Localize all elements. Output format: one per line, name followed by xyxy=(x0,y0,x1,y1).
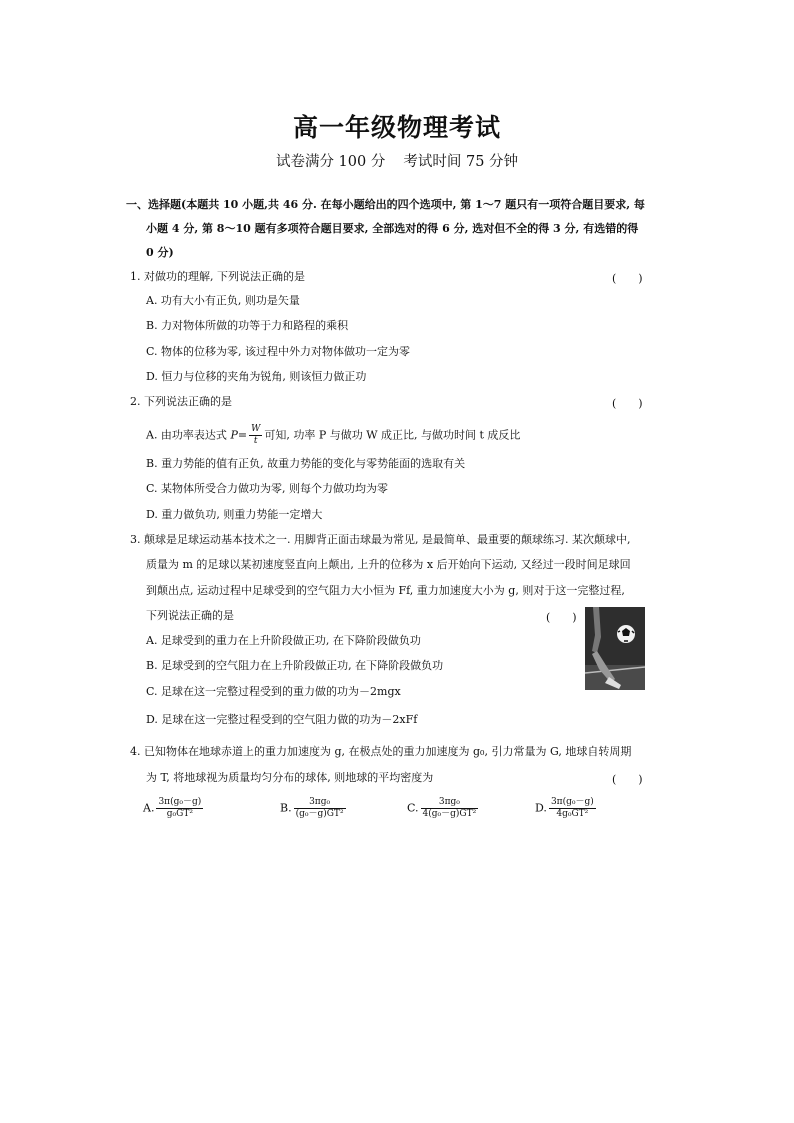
q1-option-b: B. 力对物体所做的功等于力和路程的乘积 xyxy=(146,319,349,332)
page-subtitle xyxy=(0,150,794,171)
q1-stem: 1. 对做功的理解, 下列说法正确的是 xyxy=(130,270,305,283)
q4-b-label: B. xyxy=(280,801,292,815)
q3-option-d: D. 足球在这一完整过程受到的空气阻力做的功为－2xFf xyxy=(146,713,418,726)
q4-a-numerator: 3π(g₀－g) xyxy=(158,797,202,807)
q2-option-b: B. 重力势能的值有正负, 故重力势能的变化与零势能面的选取有关 xyxy=(146,457,466,470)
section-line-1: 一、选择题(本题共 10 小题,共 46 分. 在每小题给出的四个选项中, 第 1～7 题只有一项符合题目要求, 每 xyxy=(126,198,645,211)
q4-option-c xyxy=(407,797,480,820)
section-line-2: 小题 4 分, 第 8～10 题有多项符合题目要求, 全部选对的得 6 分, 选对但不全的得 3 分, 有选错的得 xyxy=(146,222,639,235)
q1-option-d: D. 恒力与位移的夹角为锐角, 则该恒力做正功 xyxy=(146,370,367,383)
section-line-3: 0 分) xyxy=(146,246,174,259)
q4-d-numerator: 3π(g₀－g) xyxy=(550,797,594,807)
q1-answer-paren: ( ) xyxy=(612,272,643,285)
q3-line-3: 到颠出点, 运动过程中足球受到的空气阻力大小恒为 Ff, 重力加速度大小为 g, 则对于这一完整过程, xyxy=(146,584,625,597)
q4-option-d xyxy=(535,797,598,820)
q4-answer-paren: ( ) xyxy=(612,773,643,786)
q2-stem: 2. 下列说法正确的是 xyxy=(130,395,232,408)
q3-option-b: B. 足球受到的空气阻力在上升阶段做正功, 在下降阶段做负功 xyxy=(146,659,444,672)
q4-d-label: D. xyxy=(535,801,547,815)
soccer-ball-photo xyxy=(585,607,645,690)
q4-c-fraction xyxy=(421,797,479,820)
q4-d-fraction xyxy=(549,797,596,820)
q3-line-1: 3. 颠球是足球运动基本技术之一. 用脚背正面击球最为常见, 是最简单、最重要的颠球练习. 某次颠球中, xyxy=(130,533,631,546)
q4-c-numerator: 3πg₀ xyxy=(421,797,479,809)
q4-line-2: 为 T, 将地球视为质量均匀分布的球体, 则地球的平均密度为 xyxy=(146,771,434,784)
q4-b-numerator: 3πg₀ xyxy=(294,797,346,809)
q2-a-numerator: W xyxy=(251,424,261,434)
q4-line-1: 4. 已知物体在地球赤道上的重力加速度为 g, 在极点处的重力加速度为 g₀, 引力常量为 G, 地球自转周期 xyxy=(130,745,632,758)
score-info: 试卷满分 100 分 xyxy=(275,154,386,170)
q3-answer-paren: ( ) xyxy=(546,611,577,624)
q2-a-p: P xyxy=(230,428,238,442)
q2-option-a xyxy=(146,424,520,447)
q2-option-d: D. 重力做负功, 则重力势能一定增大 xyxy=(146,508,323,521)
q2-a-prefix: A. 由功率表达式 xyxy=(146,428,231,442)
q4-a-fraction xyxy=(156,797,203,820)
q3-line-4: 下列说法正确的是 xyxy=(146,609,234,622)
q2-a-eq: = xyxy=(237,428,248,442)
q3-option-c: C. 足球在这一完整过程受到的重力做的功为－2mgx xyxy=(146,685,401,698)
q2-a-suffix: 可知, 功率 P 与做功 W 成正比, 与做功时间 t 成反比 xyxy=(264,428,521,442)
q4-b-fraction xyxy=(294,797,346,820)
q4-a-label: A. xyxy=(143,801,155,815)
q4-d-denominator: 4g₀GT² xyxy=(556,809,589,819)
q2-option-c: C. 某物体所受合力做功为零, 则每个力做功均为零 xyxy=(146,482,389,495)
q4-b-denominator: (g₀－g)GT² xyxy=(295,809,344,819)
q2-answer-paren: ( ) xyxy=(612,397,643,410)
q4-c-denominator: 4(g₀－g)GT² xyxy=(422,809,477,819)
q4-option-a xyxy=(143,797,205,820)
q3-line-2: 质量为 m 的足球以某初速度竖直向上颠出, 上升的位移为 x 后开始向下运动, 又经过一段时间足球回 xyxy=(146,558,631,571)
q1-option-a: A. 功有大小有正负, 则功是矢量 xyxy=(146,294,300,307)
q2-a-fraction xyxy=(249,424,262,447)
q4-a-denominator: g₀GT² xyxy=(166,809,193,819)
q4-option-b xyxy=(280,797,348,820)
q1-option-c: C. 物体的位移为零, 该过程中外力对物体做功一定为零 xyxy=(146,345,411,358)
time-info: 考试时间 75 分钟 xyxy=(403,154,519,170)
q3-option-a: A. 足球受到的重力在上升阶段做正功, 在下降阶段做负功 xyxy=(146,634,421,647)
page-title: 高一年级物理考试 xyxy=(292,113,501,142)
q4-c-label: C. xyxy=(407,801,419,815)
soccer-photo-icon xyxy=(585,607,645,690)
q2-a-denominator: t xyxy=(253,436,258,446)
